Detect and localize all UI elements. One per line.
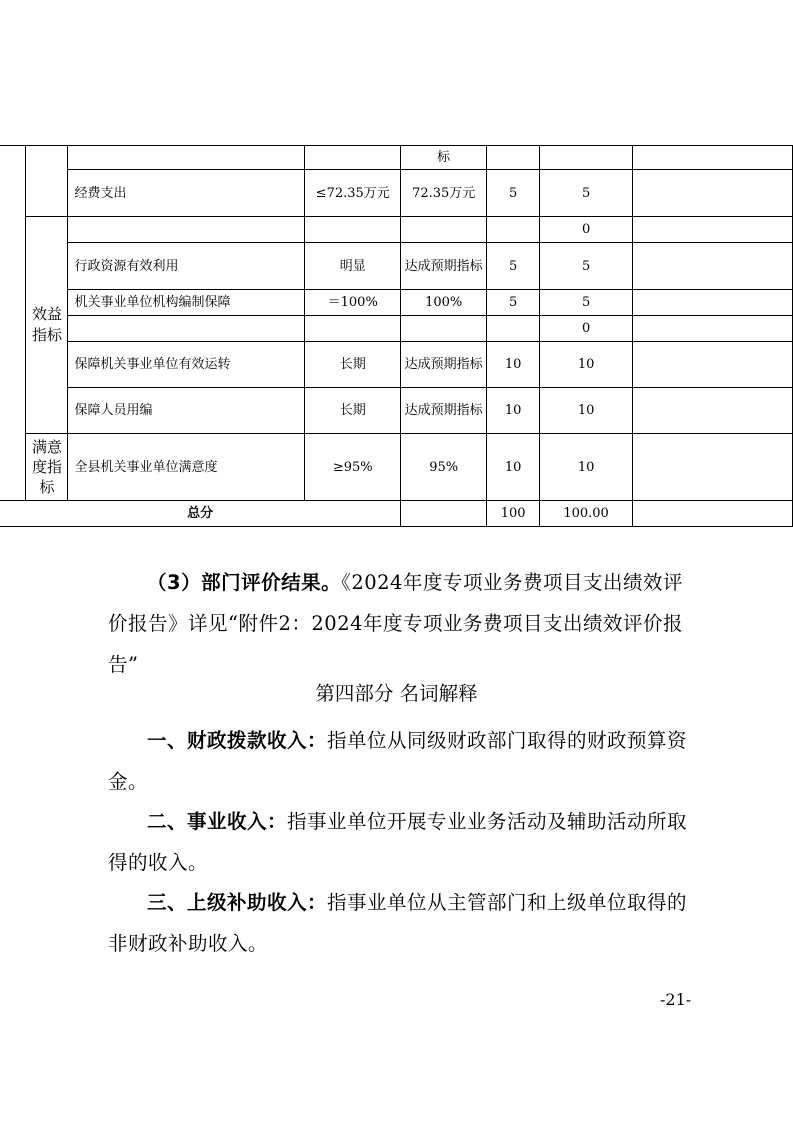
- table-row: [0, 342, 793, 388]
- total-remark: [633, 501, 793, 527]
- indicator-weight: 10: [487, 342, 540, 388]
- table-row: [0, 434, 793, 501]
- indicator-target: 长期: [305, 342, 401, 388]
- term-heading: 三、上级补助收入：: [147, 891, 328, 914]
- indicator-target: [305, 146, 401, 170]
- table-row: [0, 243, 793, 290]
- table-row: [0, 290, 793, 316]
- indicator-score: 10: [540, 388, 633, 434]
- table-row: [0, 170, 793, 217]
- paragraph-body: 《2024年度专项业务费项目支出绩效评价报告》详见“附件2：2024年度专项业务费项目支出绩效评价报告”: [108, 571, 684, 676]
- indicator-weight: 5: [487, 290, 540, 316]
- indicator-target: ≤72.35万元: [305, 170, 401, 217]
- indicator-target: 长期: [305, 388, 401, 434]
- indicator-name: 行政资源有效利用: [68, 243, 305, 290]
- indicator-name: 机关事业单位机构编制保障: [68, 290, 305, 316]
- indicator-remark: [633, 434, 793, 501]
- indicator-remark: [633, 146, 793, 170]
- indicator-target: 明显: [305, 243, 401, 290]
- indicator-weight: [487, 146, 540, 170]
- table-row: [0, 388, 793, 434]
- indicator-name: [68, 146, 305, 170]
- indicator-score: 5: [540, 170, 633, 217]
- indicator-score: 5: [540, 290, 633, 316]
- indicator-score: 0: [540, 316, 633, 342]
- term-definition: 指事业单位从主管部门和上级单位取得的非财政补助收入。: [108, 891, 688, 955]
- indicator-weight: 5: [487, 243, 540, 290]
- table-cell: [26, 146, 68, 217]
- indicator-actual: 95%: [401, 434, 487, 501]
- indicator-actual: 72.35万元: [401, 170, 487, 217]
- indicator-name: 经费支出: [68, 170, 305, 217]
- indicator-score: 5: [540, 243, 633, 290]
- indicator-name: [68, 316, 305, 342]
- table-total-row: [0, 501, 793, 527]
- paragraph-term-2: [108, 801, 690, 883]
- indicator-name: 全县机关事业单位满意度: [68, 434, 305, 501]
- paragraph-heading: （3）部门评价结果。: [147, 571, 342, 594]
- total-score: 100.00: [540, 501, 633, 527]
- indicator-actual: 标: [401, 146, 487, 170]
- indicator-weight: 10: [487, 434, 540, 501]
- performance-table: [0, 145, 793, 527]
- indicator-actual: [401, 217, 487, 243]
- table-row: [0, 316, 793, 342]
- indicator-actual: 100%: [401, 290, 487, 316]
- indicator-remark: [633, 170, 793, 217]
- indicator-actual: 达成预期指标: [401, 243, 487, 290]
- indicator-name: 保障人员用编: [68, 388, 305, 434]
- indicator-target: [305, 316, 401, 342]
- indicator-name: 保障机关事业单位有效运转: [68, 342, 305, 388]
- group-label-benefit: 效益指标: [26, 217, 68, 434]
- paragraph-evaluation-result: [108, 562, 690, 685]
- indicator-weight: 5: [487, 170, 540, 217]
- indicator-score: 0: [540, 217, 633, 243]
- indicator-score: [540, 146, 633, 170]
- total-actual: [401, 501, 487, 527]
- indicator-weight: 10: [487, 388, 540, 434]
- term-heading: 二、事业收入：: [147, 810, 288, 833]
- indicator-remark: [633, 243, 793, 290]
- indicator-weight: [487, 217, 540, 243]
- indicator-name: [68, 217, 305, 243]
- indicator-actual: 达成预期指标: [401, 388, 487, 434]
- total-weight: 100: [487, 501, 540, 527]
- term-definition: 指单位从同级财政部门取得的财政预算资金。: [108, 729, 688, 793]
- term-definition: 指事业单位开展专业业务活动及辅助活动所取得的收入。: [108, 810, 688, 874]
- term-heading: 一、财政拨款收入：: [147, 729, 328, 752]
- indicator-remark: [633, 217, 793, 243]
- indicator-score: 10: [540, 434, 633, 501]
- indicator-remark: [633, 316, 793, 342]
- indicator-target: ≥95%: [305, 434, 401, 501]
- total-label: 总分: [0, 501, 401, 527]
- indicator-remark: [633, 290, 793, 316]
- page-number: -21-: [660, 990, 692, 1009]
- section-title: 第四部分 名词解释: [315, 682, 478, 705]
- table-row: [0, 217, 793, 243]
- paragraph-term-1: [108, 720, 690, 802]
- indicator-actual: [401, 316, 487, 342]
- indicator-score: 10: [540, 342, 633, 388]
- table-row: [0, 146, 793, 170]
- indicator-weight: [487, 316, 540, 342]
- indicator-remark: [633, 388, 793, 434]
- paragraph-term-3: [108, 882, 690, 964]
- table-cell: [0, 146, 26, 501]
- indicator-target: ＝100%: [305, 290, 401, 316]
- indicator-actual: 达成预期指标: [401, 342, 487, 388]
- indicator-target: [305, 217, 401, 243]
- group-label-satisfaction: 满意度指标: [26, 434, 68, 501]
- indicator-remark: [633, 342, 793, 388]
